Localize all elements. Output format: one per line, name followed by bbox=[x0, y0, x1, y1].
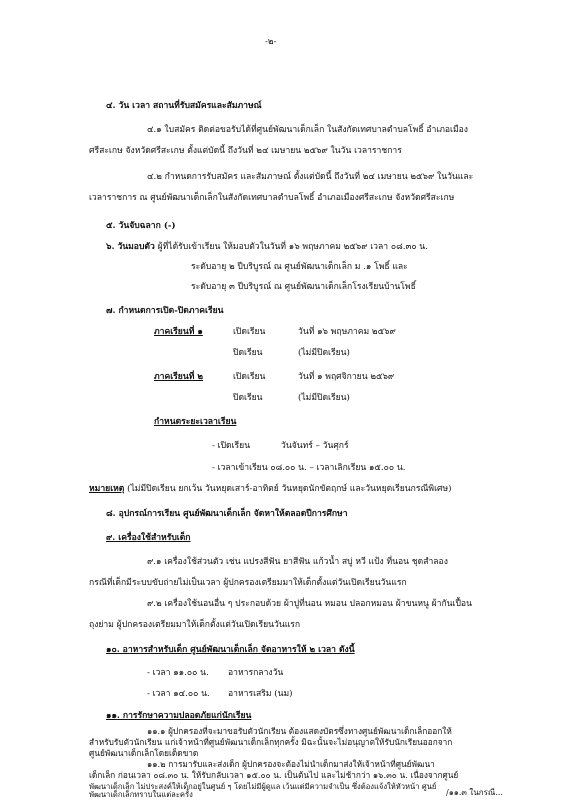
section-10-heading: ๑๐. อาหารสำหรับเด็ก ศูนย์พัฒนาเด็กเล็ก จัดอาหารให้ ๒ เวลา ดังนี้ bbox=[106, 645, 355, 655]
term2-open-label: เปิดเรียน bbox=[233, 372, 266, 382]
term1-close-label: ปิดเรียน bbox=[233, 348, 263, 358]
s4-p2-line1: ๔.๒ กำหนดการรับสมัคร และสัมภาษณ์ ตั้งแต่บัดนี้ ถึงวันที่ ๒๔ เมษายน ๒๕๖๙ ในวันและ bbox=[147, 172, 474, 182]
term2-label: ภาคเรียนที่ ๒ bbox=[154, 372, 204, 382]
term1-open-label: เปิดเรียน bbox=[233, 327, 266, 337]
page-number: -๒- bbox=[265, 37, 277, 47]
term1-close-value: (ไม่มีปิดเรียน) bbox=[298, 348, 350, 358]
section-8-heading: ๘. อุปกรณ์การเรียน ศูนย์พัฒนาเด็กเล็ก จัดหาให้ตลอดปีการศึกษา bbox=[106, 509, 348, 519]
continuation-note: /๑๑.๓ ในกรณี... bbox=[446, 788, 503, 797]
s11-p2-line4: พัฒนาเด็กเล็กทราบในแต่ละครั้ง bbox=[89, 790, 193, 799]
section-7-heading: ๗. กำหนดการเปิด-ปิดภาคเรียน bbox=[106, 306, 224, 316]
s11-p2-line1: ๑๑.๒ การมารับและส่งเด็ก ผู้ปกครองจะต้องไม่นำเด็กมาส่งให้เจ้าหน้าที่ศูนย์พัฒนา bbox=[147, 759, 435, 769]
s11-p1-line1: ๑๑.๑ ผู้ปกครองที่จะมาขอรับตัวนักเรียน ต้องแสดงบัตรซึ่งทางศูนย์พัฒนาเด็กเล็กออกให้ bbox=[147, 726, 452, 736]
section-6-line1 bbox=[106, 242, 428, 253]
study-hours: - เวลาเข้าเรียน ๐๘.๐๐ น. – เวลาเลิกเรียน ๑๕.๐๐ น. bbox=[212, 463, 406, 473]
term1-open-date: วันที่ ๑๖ พฤษภาคม ๒๕๖๙ bbox=[298, 327, 396, 337]
note-text: (ไม่มีปิดเรียน ยกเว้น วันหยุดเสาร์-อาทิตย์ วันหยุดนักขัตฤกษ์ และวันหยุดเรียนกรณีพิเศษ) bbox=[127, 484, 452, 494]
study-days-label: - เปิดเรียน bbox=[212, 441, 251, 451]
s9-p1-line2: กรณีที่เด็กมีระบบขับถ่ายไม่เป็นเวลา ผู้ปกครองเตรียมมาให้เด็กตั้งแต่วันเปิดเรียนวันแรก bbox=[89, 578, 407, 588]
section-5-heading: ๕. วันจับฉลาก (-) bbox=[106, 221, 176, 231]
section-6-heading: ๖. วันมอบตัว bbox=[106, 242, 155, 252]
s4-p1-line2: ศรีสะเกษ จังหวัดศรีสะเกษ ตั้งแต่บัดนี้ ถึงวันที่ ๒๔ เมษายน ๒๕๖๙ ในวัน เวลาราชการ bbox=[89, 146, 402, 156]
s11-p2-line2: เด็กเล็ก ก่อนเวลา ๐๘.๓๐ น. ให้รับกลับเวลา ๑๕.๐๐ น. เป็นต้นไป และไม่ช้ากว่า ๑๖.๓๐ น. เนื่องจากศูนย์ bbox=[89, 770, 459, 780]
s9-p2-line1: ๙.๒ เครื่องใช้นอนอื่น ๆ ประกอบด้วย ผ้าปูที่นอน หมอน ปลอกหมอน ผ้าขนหนู ผ้ากันเปื้อน bbox=[147, 599, 472, 609]
section-4-heading: ๔. วัน เวลา สถานที่รับสมัครและสัมภาษณ์ bbox=[106, 101, 262, 111]
s9-p2-line2: ถุงย่าม ผู้ปกครองเตรียมมาให้เด็กตั้งแต่วันเปิดเรียนวันแรก bbox=[89, 620, 301, 630]
s11-p1-line2: สำหรับรับตัวนักเรียน แก่เจ้าหน้าที่ศูนย์พัฒนาเด็กเล็กทุกครั้ง มิฉะนั้นจะไม่อนุญาตให้รับนักเรียนออกจาก bbox=[89, 737, 453, 747]
s11-p1-line3: ศูนย์พัฒนาเด็กเล็กโดยเด็ดขาด bbox=[89, 748, 199, 758]
note bbox=[89, 484, 452, 495]
s4-p1-line1: ๔.๑ ใบสมัคร ติดต่อขอรับได้ที่ศูนย์พัฒนาเด็กเล็ก ในสังกัดเทศบาลตำบลโพธิ์ อำเภอเมือง bbox=[147, 125, 469, 135]
meal1-item: อาหารกลางวัน bbox=[228, 668, 284, 678]
s11-p2-line3: พัฒนาเด็กเล็ก ไม่ประสงค์ให้เด็กอยู่ในศูนย์ ๆ โดยไม่มีผู้ดูแล เว้นแต่มีความจำเป็น ซึ่งต้องแจ้งให้หัวหน้า ศูนย์ bbox=[89, 782, 437, 791]
section-6-text: ผู้ที่ได้รับเข้าเรียน ให้มอบตัวในวันที่ ๑๖ พฤษภาคม ๒๕๖๙ เวลา ๐๘.๓๐ น. bbox=[157, 242, 428, 252]
s9-p1-line1: ๙.๑ เครื่องใช้ส่วนตัว เช่น แปรงสีฟัน ยาสีฟัน แก้วน้ำ สบู่ หวี แป้ง ที่นอน ชุดสำลอง bbox=[147, 557, 448, 567]
s6-line2: ระดับอายุ ๒ ปีบริบูรณ์ ณ ศูนย์พัฒนาเด็กเล็ก ม .๑ โพธิ์ และ bbox=[191, 262, 408, 272]
section-11-heading: ๑๑. การรักษาความปลอดภัยแก่นักเรียน bbox=[106, 711, 252, 721]
note-label: หมายเหตุ bbox=[89, 484, 125, 494]
s6-line3: ระดับอายุ ๓ ปีบริบูรณ์ ณ ศูนย์พัฒนาเด็กเล็กโรงเรียนบ้านโพธิ์ bbox=[191, 282, 416, 292]
term2-open-date: วันที่ ๑ พฤศจิกายน ๒๕๖๙ bbox=[298, 372, 395, 382]
term2-close-value: (ไม่มีปิดเรียน) bbox=[298, 393, 350, 403]
study-time-heading: กำหนดระยะเวลาเรียน bbox=[154, 417, 237, 427]
meal2-time: - เวลา ๑๔.๐๐ น. bbox=[147, 689, 210, 699]
section-9-heading: ๙. เครื่องใช้สำหรับเด็ก bbox=[106, 533, 191, 543]
s4-p2-line2: เวลาราชการ ณ ศูนย์พัฒนาเด็กเล็กในสังกัดเทศบาลตำบลโพธิ์ อำเภอเมืองศรีสะเกษ จังหวัดศรีสะเกษ bbox=[89, 193, 455, 203]
study-days-value: วันจันทร์ – วันศุกร์ bbox=[281, 441, 349, 451]
meal1-time: - เวลา ๑๑.๐๐ น. bbox=[147, 668, 209, 678]
term2-close-label: ปิดเรียน bbox=[233, 393, 263, 403]
term1-label: ภาคเรียนที่ ๑ bbox=[154, 327, 203, 337]
meal2-item: อาหารเสริม (นม) bbox=[228, 689, 293, 699]
